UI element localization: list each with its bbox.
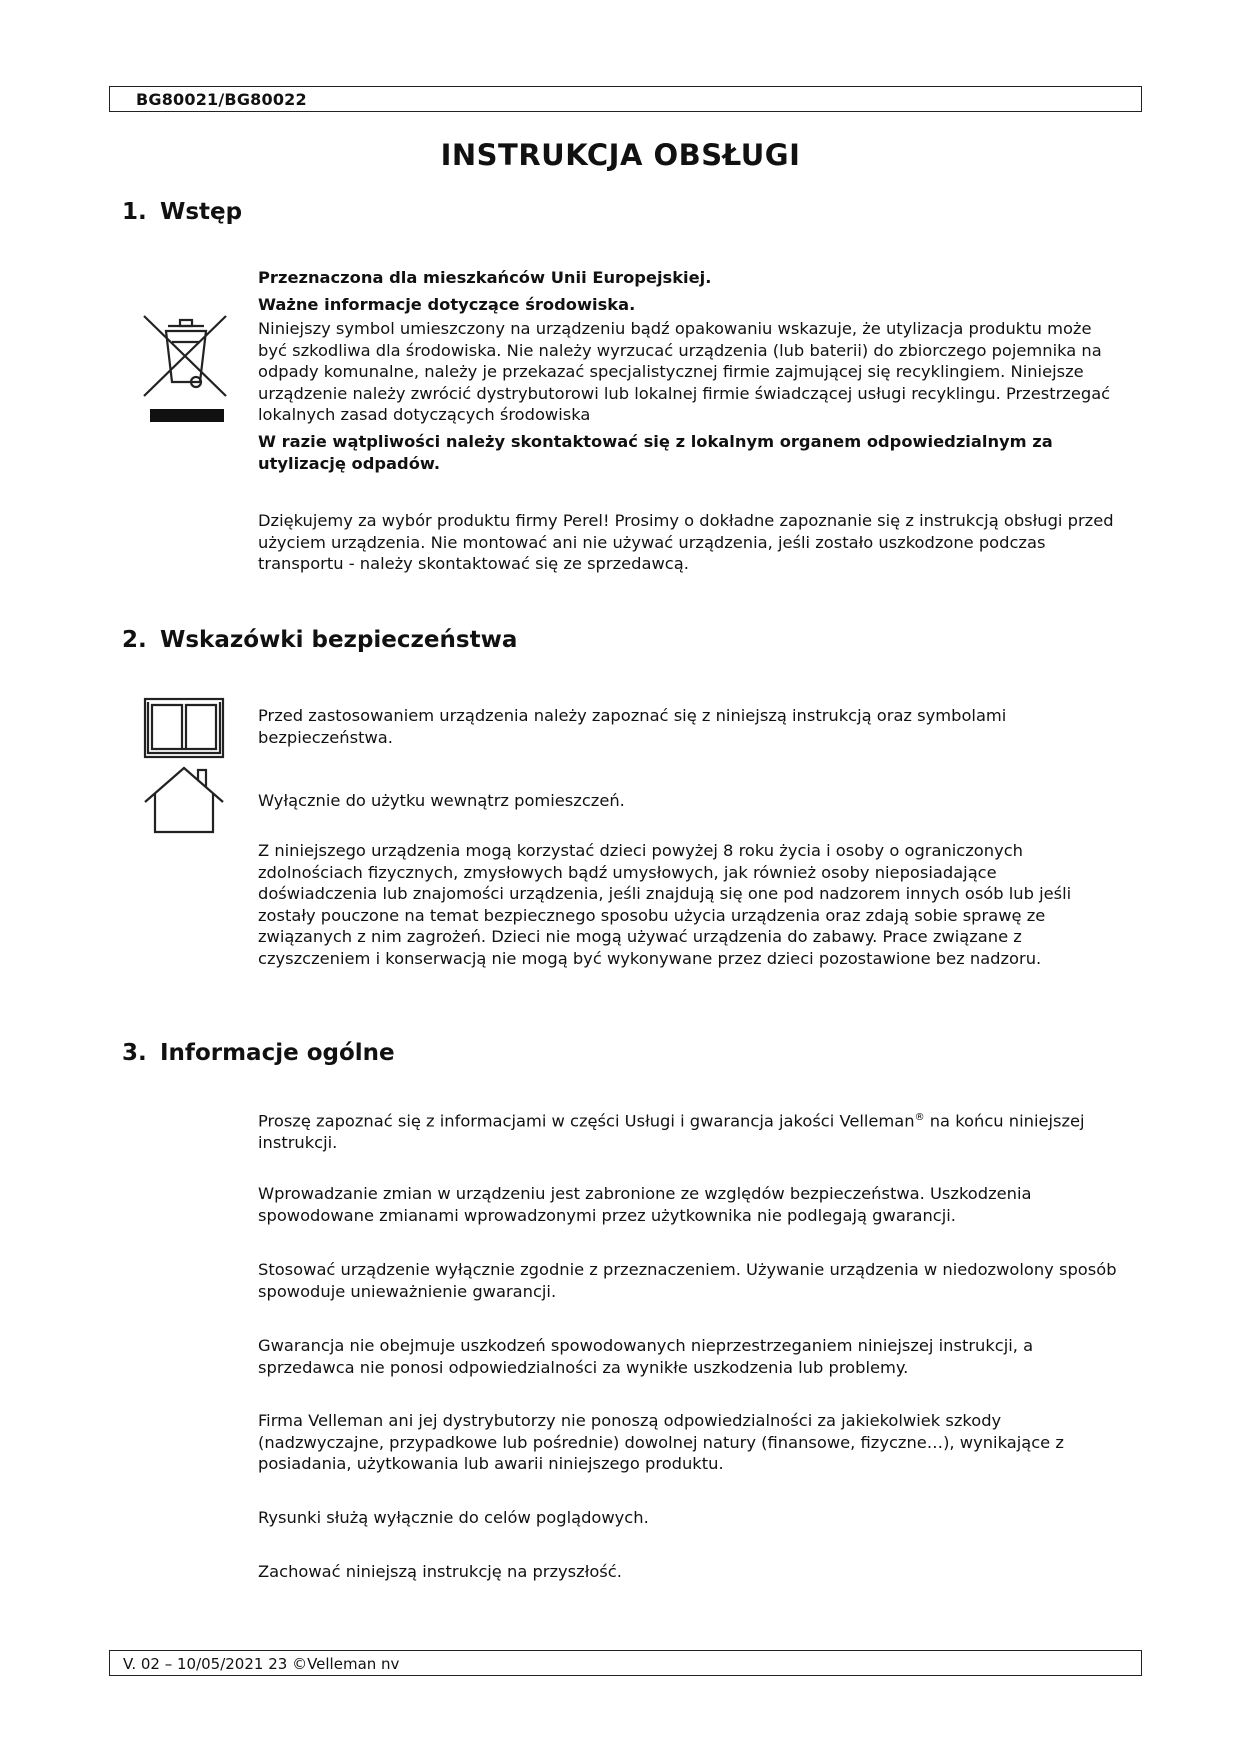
general-info-paragraph-1 <box>258 1107 1118 1153</box>
registered-mark: ® <box>914 1112 925 1123</box>
footer-box <box>109 1650 1142 1676</box>
read-manual-icon <box>143 697 225 759</box>
indoor-use-house-icon <box>143 764 225 836</box>
paragraph-text: na końcu niniejszej instrukcji. <box>258 1111 1085 1152</box>
general-info-paragraph-5: Firma Velleman ani jej dystrybutorzy nie ponoszą odpowiedzialności za jakiekolwiek szkody (nadzwyczajne, przypadkowe lub pośrednie) dowolnej natury (finansowe, fizyczne…), wynikające z posiadania, użytkowania lub awarii niniejszego produktu. <box>258 1411 1064 1473</box>
section-number: 1. <box>122 199 147 225</box>
general-info-paragraph-3: Stosować urządzenie wyłącznie zgodnie z przeznaczeniem. Używanie urządzenia w niedozwolony sposób spowoduje unieważnienie gwarancji. <box>258 1260 1117 1301</box>
section-title: Wstęp <box>160 199 243 225</box>
environment-heading: Ważne informacje dotyczące środowiska. <box>258 295 636 314</box>
eu-heading: Przeznaczona dla mieszkańców Unii Europejskiej. <box>258 268 712 287</box>
model-number: BG80021/BG80022 <box>136 90 307 109</box>
indoor-use-text: Wyłącznie do użytku wewnątrz pomieszczeń. <box>258 791 625 810</box>
section-title: Informacje ogólne <box>160 1040 395 1066</box>
section-heading-safety <box>122 627 517 653</box>
section-number: 2. <box>122 627 147 653</box>
section-heading-general <box>122 1040 395 1066</box>
paragraph-text: Proszę zapoznać się z informacjami w części Usługi i gwarancja jakości Velleman <box>258 1111 915 1131</box>
environment-warning: W razie wątpliwości należy skontaktować się z lokalnym organem odpowiedzialnym za utylizację odpadów. <box>258 432 1053 473</box>
general-info-paragraph-4: Gwarancja nie obejmuje uszkodzeń spowodowanych nieprzestrzeganiem niniejszej instrukcji, a sprzedawca nie ponosi odpowiedzialności za wynikłe uszkodzenia lub problemy. <box>258 1336 1034 1377</box>
header-box <box>109 86 1142 112</box>
thanks-paragraph: Dziękujemy za wybór produktu firmy Perel! Prosimy o dokładne zapoznanie się z instrukcją obsługi przed użyciem urządzenia. Nie montować ani nie używać urządzenia, jeśli zostało uszkodzone podczas transportu - należy skontaktować się ze sprzedawcą. <box>258 511 1114 573</box>
general-info-paragraph-6: Rysunki służą wyłącznie do celów poglądowych. <box>258 1508 649 1527</box>
general-info-paragraph-7: Zachować niniejszą instrukcję na przyszłość. <box>258 1562 622 1581</box>
read-manual-text: Przed zastosowaniem urządzenia należy zapoznać się z niniejszą instrukcją oraz symbolami bezpieczeństwa. <box>258 706 1007 747</box>
weee-bin-icon <box>142 314 232 426</box>
children-safety-text: Z niniejszego urządzenia mogą korzystać dzieci powyżej 8 roku życia i osoby o ograniczonych zdolnościach fizycznych, zmysłowych bądź umysłowych, jak również osoby nieposiadające doświadczenia lub znajomości urządzenia, jeśli znajdują się one pod nadzorem innych osób lub jeśli zostały pouczone na temat bezpiecznego sposobu użycia urządzenia oraz zdają sobie sprawę ze związanych z nim zagrożeń. Dzieci nie mogą używać urządzenia do zabawy. Prace związane z czyszczeniem i konserwacją nie mogą być wykonywane przez dzieci pozostawione bez nadzoru. <box>258 841 1072 968</box>
section-title: Wskazówki bezpieczeństwa <box>160 627 518 653</box>
footer-version: V. 02 – 10/05/2021 23 ©Velleman nv <box>123 1655 400 1673</box>
general-info-paragraph-2: Wprowadzanie zmian w urządzeniu jest zabronione ze względów bezpieczeństwa. Uszkodzenia spowodowane zmianami wprowadzonymi przez użytkownika nie podlegają gwarancji. <box>258 1184 1032 1225</box>
section-number: 3. <box>122 1040 147 1066</box>
page-title: INSTRUKCJA OBSŁUGI <box>440 138 801 172</box>
section-heading-intro <box>122 199 242 225</box>
environment-text: Niniejszy symbol umieszczony na urządzeniu bądź opakowaniu wskazuje, że utylizacja produktu może być szkodliwa dla środowiska. Nie należy wyrzucać urządzenia (lub baterii) do zbiorczego pojemnika na odpady komunalne, należy je przekazać specjalistycznej firmie zajmującej się recyklingiem. Niniejsze urządzenie należy zwrócić dystrybutorowi lub lokalnej firmie świadczącej usługi recyklingu. Przestrzegać lokalnych zasad dotyczących środowiska <box>258 319 1111 424</box>
